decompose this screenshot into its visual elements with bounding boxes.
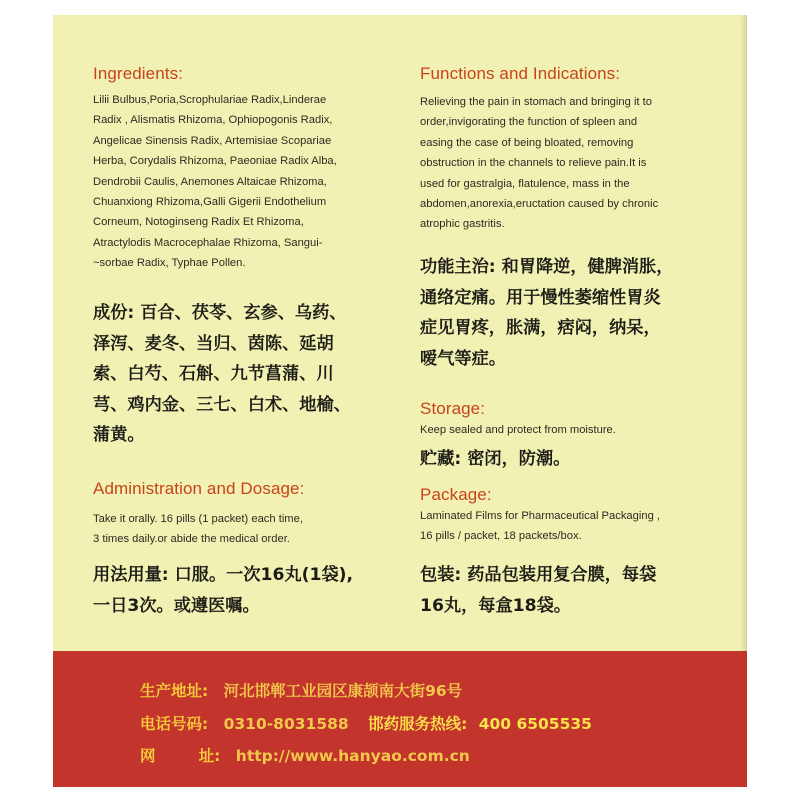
package-heading: Package:: [420, 485, 492, 504]
website-row: [140, 744, 470, 766]
phone-label: 电话号码:: [140, 715, 209, 733]
address-label: 生产地址:: [140, 682, 209, 700]
phone-value: 0310-8031588: [223, 715, 349, 733]
hotline-value: 400 6505535: [478, 715, 592, 733]
functions-english-text: Relieving the pain in stomach and bringing it to order,invigorating the function of spleen and easing the case of being bloated, removing obstruction in the channels to relieve pain.It is used for gastralgia, flatulence, mass in the abdomen,anorexia,eructation caused by chronic atrophic gastritis.: [420, 96, 659, 231]
storage-heading: Storage:: [420, 399, 486, 418]
hotline-label: 邯药服务热线:: [368, 715, 468, 733]
functions-heading: Functions and Indications:: [420, 64, 621, 83]
manufacturer-band: [53, 651, 747, 787]
address-row: [140, 679, 462, 701]
phone-row: [140, 712, 592, 734]
functions-chinese-text: 功能主治: 和胃降逆，健脾消胀， 通络定痛。用于慢性萎缩性胃炎 症见胃疼，胀满，痞闷，纳呆， 嗳气等症。: [420, 257, 674, 369]
storage-chinese-text: 贮藏: 密闭，防潮。: [420, 449, 571, 469]
administration-english-text: Take it orally. 16 pills (1 packet) each time, 3 times daily.or abide the medical order.: [93, 513, 303, 546]
storage-english-text: Keep sealed and protect from moisture.: [420, 424, 616, 436]
website-value: http://www.hanyao.com.cn: [235, 747, 470, 765]
package-english-text: Laminated Films for Pharmaceutical Packaging , 16 pills / packet, 18 packets/box.: [420, 510, 661, 543]
administration-heading: Administration and Dosage:: [93, 479, 305, 498]
address-value: 河北邯郸工业园区康颉南大街96号: [223, 682, 463, 700]
package-chinese-text: 包装: 药品包装用复合膜，每袋 16丸，每盒18袋。: [420, 565, 657, 616]
website-label: 网 址:: [140, 747, 221, 765]
ingredients-chinese-text: 成份: 百合、茯苓、玄参、乌药、 泽泻、麦冬、当归、茵陈、延胡 索、白芍、石斛、九节菖蒲、川 芎、鸡内金、三七、白术、地榆、 蒲黄。: [93, 303, 351, 445]
ingredients-heading: Ingredients:: [93, 64, 184, 83]
administration-chinese-text: 用法用量: 口服。一次16丸(1袋), 一日3次。或遵医嘱。: [93, 565, 354, 616]
package-panel: [53, 15, 747, 787]
ingredients-english-text: Lilii Bulbus,Poria,Scrophulariae Radix,Linderae Radix , Alismatis Rhizoma, Ophiopogonis Radix, Angelicae Sinensis Radix, Artemisiae Scopariae Herba, Corydalis Rhizoma, Paeoniae Radix Alba, Dendrobii Caulis, Anemones Altaicae Rhizoma, Chuanxiong Rhizoma,Galli Gigerii Endothelium Corneum, Notoginseng Radix Et Rhizoma, Atractylodis Macrocephalae Rhizoma, Sangui- ~sorbae Radix, Typhae Pollen.: [93, 94, 337, 270]
